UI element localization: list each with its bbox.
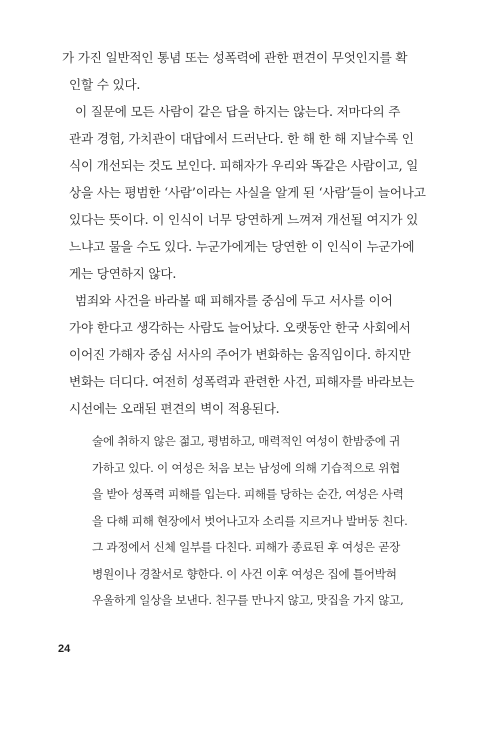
- paragraph-2: [62, 98, 438, 287]
- text-line: 이 질문에 모든 사람이 같은 답을 하지는 않는다. 저마다의 주: [75, 104, 401, 119]
- paragraph-1: [62, 44, 438, 98]
- page-number: 24: [58, 643, 71, 655]
- quote-line: 병원이나 경찰서로 향한다. 이 사건 이후 여성은 집에 틀어박혀: [92, 566, 397, 581]
- quote-line: 을 다해 피해 현장에서 벗어나고자 소리를 지르거나 발버둥 친다.: [92, 513, 408, 528]
- block-quote: [92, 428, 438, 614]
- paragraph-3: [62, 287, 438, 422]
- quote-paragraph: [92, 428, 438, 614]
- text-line: 시선에는 오래된 편견의 벽이 적용된다.: [69, 401, 280, 416]
- text-line: 범죄와 사건을 바라볼 때 피해자를 중심에 두고 서사를 이어: [75, 293, 393, 308]
- quote-line: 우울하게 일상을 보낸다. 친구를 만나지 않고, 맛집을 가지 않고,: [92, 593, 404, 607]
- text-line: 느냐고 물을 수도 있다. 누군가에게는 당연한 이 인식이 누군가에: [69, 239, 415, 254]
- text-line: 인할 수 있다.: [69, 77, 141, 92]
- text-line: 가야 한다고 생각하는 사람도 늘어났다. 오랫동안 한국 사회에서: [69, 320, 411, 335]
- text-line: 변화는 더디다. 여전히 성폭력과 관련한 사건, 피해자를 바라보는: [69, 374, 415, 389]
- text-line: 가 가진 일반적인 통념 또는 성폭력에 관한 편견이 무엇인지를 확: [62, 50, 408, 65]
- quote-line: 을 받아 성폭력 피해를 입는다. 피해를 당하는 순간, 여성은 사력: [92, 487, 404, 501]
- text-line: 식이 개선되는 것도 보인다. 피해자가 우리와 똑같은 사람이고, 일: [69, 158, 419, 173]
- text-line: 게는 당연하지 않다.: [69, 266, 177, 281]
- text-line: 상을 사는 평범한 ‘사람’이라는 사실을 알게 된 ‘사람’들이 늘어나고: [69, 185, 426, 200]
- quote-line: 가하고 있다. 이 여성은 처음 보는 남성에 의해 기습적으로 위협: [92, 460, 401, 475]
- quote-line: 그 과정에서 신체 일부를 다친다. 피해가 종료된 후 여성은 곧장: [92, 540, 401, 554]
- text-line: 이어진 가해자 중심 서사의 주어가 변화하는 움직임이다. 하지만: [69, 347, 411, 362]
- quote-line: 술에 취하지 않은 젊고, 평범하고, 매력적인 여성이 한밤중에 귀: [92, 434, 401, 448]
- text-line: 관과 경험, 가치관이 대답에서 드러난다. 한 해 한 해 지날수록 인: [69, 131, 414, 146]
- body-text: [62, 44, 438, 422]
- text-line: 있다는 뜻이다. 이 인식이 너무 당연하게 느껴져 개선될 여지가 있: [69, 212, 419, 227]
